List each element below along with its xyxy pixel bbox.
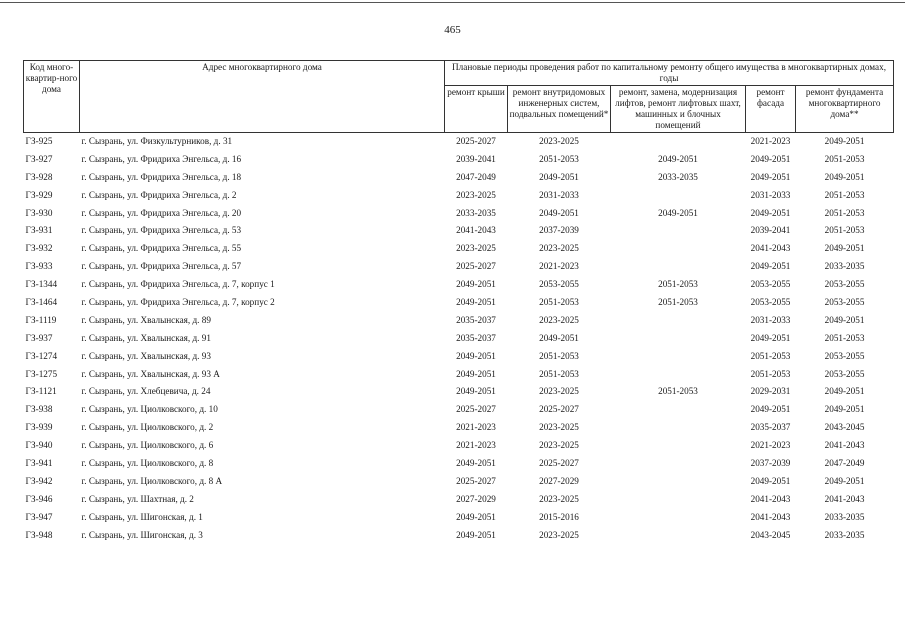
cell-elevators xyxy=(611,401,746,419)
cell-roof: 2023-2025 xyxy=(456,189,496,200)
cell-address: г. Сызрань, ул. Фридриха Энгельса, д. 16 xyxy=(81,153,242,164)
cell-facade: 2043-2045 xyxy=(750,529,791,540)
cell-code: ГЗ-929 xyxy=(25,189,53,200)
header-systems: ремонт внутридомовых инженерных систем, подвальных помещений* xyxy=(508,86,611,133)
cell-elevators xyxy=(611,330,746,348)
cell-foundation: 2049-2051 xyxy=(824,136,865,146)
cell-systems: 2021-2023 xyxy=(539,261,579,272)
cell-address: г. Сызрань, ул. Хлебцевича, д. 24 xyxy=(81,386,211,397)
table-row xyxy=(24,419,894,437)
cell-facade: 2021-2023 xyxy=(750,440,791,451)
cell-address: г. Сызрань, ул. Шахтная, д. 2 xyxy=(81,493,194,504)
cell-roof: 2027-2029 xyxy=(456,493,496,504)
cell-foundation: 2051-2053 xyxy=(824,332,865,343)
cell-address: г. Сызрань, ул. Фридриха Энгельса, д. 7, корпус 1 xyxy=(81,279,275,290)
table-row xyxy=(24,133,894,151)
table-row xyxy=(24,401,894,419)
cell-elevators xyxy=(611,437,746,455)
cell-systems: 2053-2055 xyxy=(539,279,579,290)
cell-code: ГЗ-933 xyxy=(25,261,53,272)
cell-roof: 2025-2027 xyxy=(456,136,496,146)
table-row xyxy=(24,366,894,384)
table-row xyxy=(24,330,894,348)
table-row xyxy=(24,312,894,330)
cell-roof: 2033-2035 xyxy=(456,207,496,218)
header-roof: ремонт крыши xyxy=(445,86,508,133)
cell-foundation: 2053-2055 xyxy=(824,279,865,290)
table-row xyxy=(24,491,894,509)
cell-elevators xyxy=(611,240,746,258)
cell-systems: 2031-2033 xyxy=(539,189,579,200)
cell-elevators xyxy=(611,473,746,491)
cell-elevators xyxy=(611,419,746,437)
cell-code: ГЗ-927 xyxy=(25,153,53,164)
table-row xyxy=(24,348,894,366)
cell-systems: 2025-2027 xyxy=(539,404,579,415)
cell-code: ГЗ-937 xyxy=(25,332,53,343)
cell-foundation: 2041-2043 xyxy=(824,493,865,504)
cell-systems: 2023-2025 xyxy=(539,243,579,254)
cell-roof: 2025-2027 xyxy=(456,404,496,415)
cell-systems: 2025-2027 xyxy=(539,458,579,469)
cell-code: ГЗ-938 xyxy=(25,404,53,415)
cell-foundation: 2053-2055 xyxy=(824,368,865,379)
cell-code: ГЗ-1464 xyxy=(25,297,58,308)
cell-foundation: 2049-2051 xyxy=(824,404,865,415)
cell-facade: 2031-2033 xyxy=(750,314,791,325)
cell-facade: 2049-2051 xyxy=(750,332,791,343)
cell-address: г. Сызрань, ул. Шигонская, д. 1 xyxy=(81,511,203,522)
cell-address: г. Сызрань, ул. Фридриха Энгельса, д. 20 xyxy=(81,207,242,218)
cell-code: ГЗ-942 xyxy=(25,475,53,486)
cell-code: ГЗ-946 xyxy=(25,493,53,504)
top-rule xyxy=(0,2,905,3)
cell-code: ГЗ-948 xyxy=(25,529,53,540)
table-row xyxy=(24,151,894,169)
cell-foundation: 2041-2043 xyxy=(824,440,865,451)
cell-roof: 2041-2043 xyxy=(456,225,496,236)
cell-address: г. Сызрань, ул. Циолковского, д. 2 xyxy=(81,422,214,433)
cell-elevators: 2051-2053 xyxy=(658,386,698,397)
cell-code: ГЗ-947 xyxy=(25,511,53,522)
cell-elevators xyxy=(611,187,746,205)
cell-elevators xyxy=(611,348,746,366)
cell-facade: 2049-2051 xyxy=(750,207,791,218)
capital-repair-table xyxy=(23,60,894,544)
cell-roof: 2049-2051 xyxy=(456,279,496,290)
cell-facade: 2053-2055 xyxy=(750,297,791,308)
cell-foundation: 2053-2055 xyxy=(824,350,865,361)
cell-elevators: 2049-2051 xyxy=(658,153,698,164)
cell-address: г. Сызрань, ул. Шигонская, д. 3 xyxy=(81,529,203,540)
cell-address: г. Сызрань, ул. Фридриха Энгельса, д. 18 xyxy=(81,171,242,182)
table-row xyxy=(24,527,894,545)
cell-facade: 2051-2053 xyxy=(750,368,791,379)
cell-foundation: 2049-2051 xyxy=(824,386,865,397)
table-row xyxy=(24,258,894,276)
cell-foundation: 2051-2053 xyxy=(824,225,865,236)
cell-code: ГЗ-939 xyxy=(25,422,53,433)
cell-facade: 2039-2041 xyxy=(750,225,791,236)
cell-systems: 2023-2025 xyxy=(539,529,579,540)
cell-elevators xyxy=(611,366,746,384)
cell-roof: 2035-2037 xyxy=(456,314,496,325)
table-row xyxy=(24,437,894,455)
cell-code: ГЗ-932 xyxy=(25,243,53,254)
cell-roof: 2035-2037 xyxy=(456,332,496,343)
cell-roof: 2039-2041 xyxy=(456,153,496,164)
cell-roof: 2049-2051 xyxy=(456,297,496,308)
cell-systems: 2023-2025 xyxy=(539,440,579,451)
cell-address: г. Сызрань, ул. Хвалынская, д. 91 xyxy=(81,332,211,343)
cell-elevators xyxy=(611,455,746,473)
cell-foundation: 2049-2051 xyxy=(824,171,865,182)
cell-roof: 2049-2051 xyxy=(456,368,496,379)
cell-systems: 2037-2039 xyxy=(539,225,579,236)
table-row xyxy=(24,240,894,258)
header-facade: ремонт фасада xyxy=(746,86,796,133)
cell-systems: 2015-2016 xyxy=(539,511,579,522)
cell-foundation: 2051-2053 xyxy=(824,189,865,200)
cell-code: ГЗ-940 xyxy=(25,440,53,451)
table-row xyxy=(24,187,894,205)
cell-systems: 2049-2051 xyxy=(539,332,579,343)
cell-facade: 2049-2051 xyxy=(750,261,791,272)
cell-systems: 2051-2053 xyxy=(539,153,579,164)
cell-foundation: 2049-2051 xyxy=(824,314,865,325)
cell-code: ГЗ-928 xyxy=(25,171,53,182)
table-body xyxy=(24,133,894,545)
cell-address: г. Сызрань, ул. Фридриха Энгельса, д. 55 xyxy=(81,243,242,254)
cell-address: г. Сызрань, ул. Физкультурников, д. 31 xyxy=(81,136,233,146)
cell-facade: 2029-2031 xyxy=(750,386,791,397)
cell-foundation: 2033-2035 xyxy=(824,261,865,272)
cell-address: г. Сызрань, ул. Фридриха Энгельса, д. 53 xyxy=(81,225,242,236)
cell-systems: 2023-2025 xyxy=(539,136,579,146)
cell-address: г. Сызрань, ул. Фридриха Энгельса, д. 7, корпус 2 xyxy=(81,297,275,308)
cell-address: г. Сызрань, ул. Хвалынская, д. 93 А xyxy=(81,368,220,379)
cell-address: г. Сызрань, ул. Циолковского, д. 8 А xyxy=(81,475,223,486)
table-row xyxy=(24,294,894,312)
cell-systems: 2023-2025 xyxy=(539,422,579,433)
cell-elevators: 2051-2053 xyxy=(658,279,698,290)
cell-facade: 2051-2053 xyxy=(750,350,791,361)
cell-roof: 2049-2051 xyxy=(456,511,496,522)
cell-systems: 2051-2053 xyxy=(539,297,579,308)
cell-elevators: 2033-2035 xyxy=(658,171,698,182)
cell-systems: 2023-2025 xyxy=(539,314,579,325)
cell-elevators xyxy=(611,509,746,527)
header-elevators: ремонт, замена, модернизация лифтов, ремонт лифтовых шахт, машинных и блочных помещений xyxy=(611,86,746,133)
cell-address: г. Сызрань, ул. Циолковского, д. 10 xyxy=(81,404,218,415)
cell-address: г. Сызрань, ул. Хвалынская, д. 89 xyxy=(81,314,211,325)
cell-foundation: 2051-2053 xyxy=(824,153,865,164)
cell-foundation: 2043-2045 xyxy=(824,422,865,433)
cell-facade: 2041-2043 xyxy=(750,493,791,504)
cell-roof: 2023-2025 xyxy=(456,243,496,254)
header-periods: Плановые периоды проведения работ по капитальному ремонту общего имущества в многоквартирных домах, годы xyxy=(445,61,894,86)
cell-roof: 2049-2051 xyxy=(456,529,496,540)
cell-address: г. Сызрань, ул. Циолковского, д. 8 xyxy=(81,458,214,469)
cell-foundation: 2033-2035 xyxy=(824,511,865,522)
cell-facade: 2037-2039 xyxy=(750,458,791,469)
cell-foundation: 2053-2055 xyxy=(824,297,865,308)
table-row xyxy=(24,383,894,401)
table-row xyxy=(24,205,894,223)
cell-systems: 2023-2025 xyxy=(539,493,579,504)
cell-facade: 2021-2023 xyxy=(750,136,791,146)
cell-foundation: 2049-2051 xyxy=(824,475,865,486)
table-row xyxy=(24,509,894,527)
cell-systems: 2027-2029 xyxy=(539,475,579,486)
header-code: Код много-квартир-ного дома xyxy=(24,61,80,133)
cell-systems: 2023-2025 xyxy=(539,386,579,397)
table-row xyxy=(24,222,894,240)
cell-elevators: 2051-2053 xyxy=(658,297,698,308)
cell-code: ГЗ-941 xyxy=(25,458,53,469)
cell-foundation: 2051-2053 xyxy=(824,207,865,218)
cell-facade: 2041-2043 xyxy=(750,511,791,522)
cell-systems: 2051-2053 xyxy=(539,350,579,361)
cell-systems: 2051-2053 xyxy=(539,368,579,379)
cell-code: ГЗ-1275 xyxy=(25,368,58,379)
cell-foundation: 2033-2035 xyxy=(824,529,865,540)
cell-elevators xyxy=(611,491,746,509)
cell-facade: 2041-2043 xyxy=(750,243,791,254)
cell-facade: 2035-2037 xyxy=(750,422,791,433)
header-address: Адрес многоквартирного дома xyxy=(80,61,445,133)
cell-address: г. Сызрань, ул. Хвалынская, д. 93 xyxy=(81,350,211,361)
cell-code: ГЗ-930 xyxy=(25,207,53,218)
cell-facade: 2049-2051 xyxy=(750,475,791,486)
cell-systems: 2049-2051 xyxy=(539,171,579,182)
cell-roof: 2049-2051 xyxy=(456,458,496,469)
cell-elevators xyxy=(611,222,746,240)
cell-elevators xyxy=(611,133,746,151)
cell-elevators xyxy=(611,312,746,330)
cell-elevators: 2049-2051 xyxy=(658,207,698,218)
table-row xyxy=(24,169,894,187)
cell-facade: 2049-2051 xyxy=(750,404,791,415)
cell-code: ГЗ-925 xyxy=(25,136,53,146)
header-foundation: ремонт фундамента многоквартирного дома** xyxy=(796,86,894,133)
cell-code: ГЗ-931 xyxy=(25,225,53,236)
cell-roof: 2049-2051 xyxy=(456,350,496,361)
cell-code: ГЗ-1274 xyxy=(25,350,58,361)
table-row xyxy=(24,473,894,491)
cell-code: ГЗ-1344 xyxy=(25,279,58,290)
cell-elevators xyxy=(611,258,746,276)
cell-code: ГЗ-1119 xyxy=(25,314,57,325)
cell-roof: 2049-2051 xyxy=(456,386,496,397)
cell-roof: 2025-2027 xyxy=(456,261,496,272)
cell-address: г. Сызрань, ул. Фридриха Энгельса, д. 2 xyxy=(81,189,237,200)
table-row xyxy=(24,455,894,473)
cell-elevators xyxy=(611,527,746,545)
page-number: 465 xyxy=(444,24,461,36)
cell-foundation: 2047-2049 xyxy=(824,458,865,469)
cell-systems: 2049-2051 xyxy=(539,207,579,218)
cell-roof: 2025-2027 xyxy=(456,475,496,486)
cell-facade: 2049-2051 xyxy=(750,153,791,164)
cell-roof: 2021-2023 xyxy=(456,422,496,433)
table-row xyxy=(24,276,894,294)
cell-code: ГЗ-1121 xyxy=(25,386,57,397)
cell-facade: 2049-2051 xyxy=(750,171,791,182)
cell-facade: 2053-2055 xyxy=(750,279,791,290)
cell-foundation: 2049-2051 xyxy=(824,243,865,254)
cell-address: г. Сызрань, ул. Циолковского, д. 6 xyxy=(81,440,214,451)
cell-roof: 2047-2049 xyxy=(456,171,496,182)
cell-facade: 2031-2033 xyxy=(750,189,791,200)
cell-roof: 2021-2023 xyxy=(456,440,496,451)
cell-address: г. Сызрань, ул. Фридриха Энгельса, д. 57 xyxy=(81,261,242,272)
